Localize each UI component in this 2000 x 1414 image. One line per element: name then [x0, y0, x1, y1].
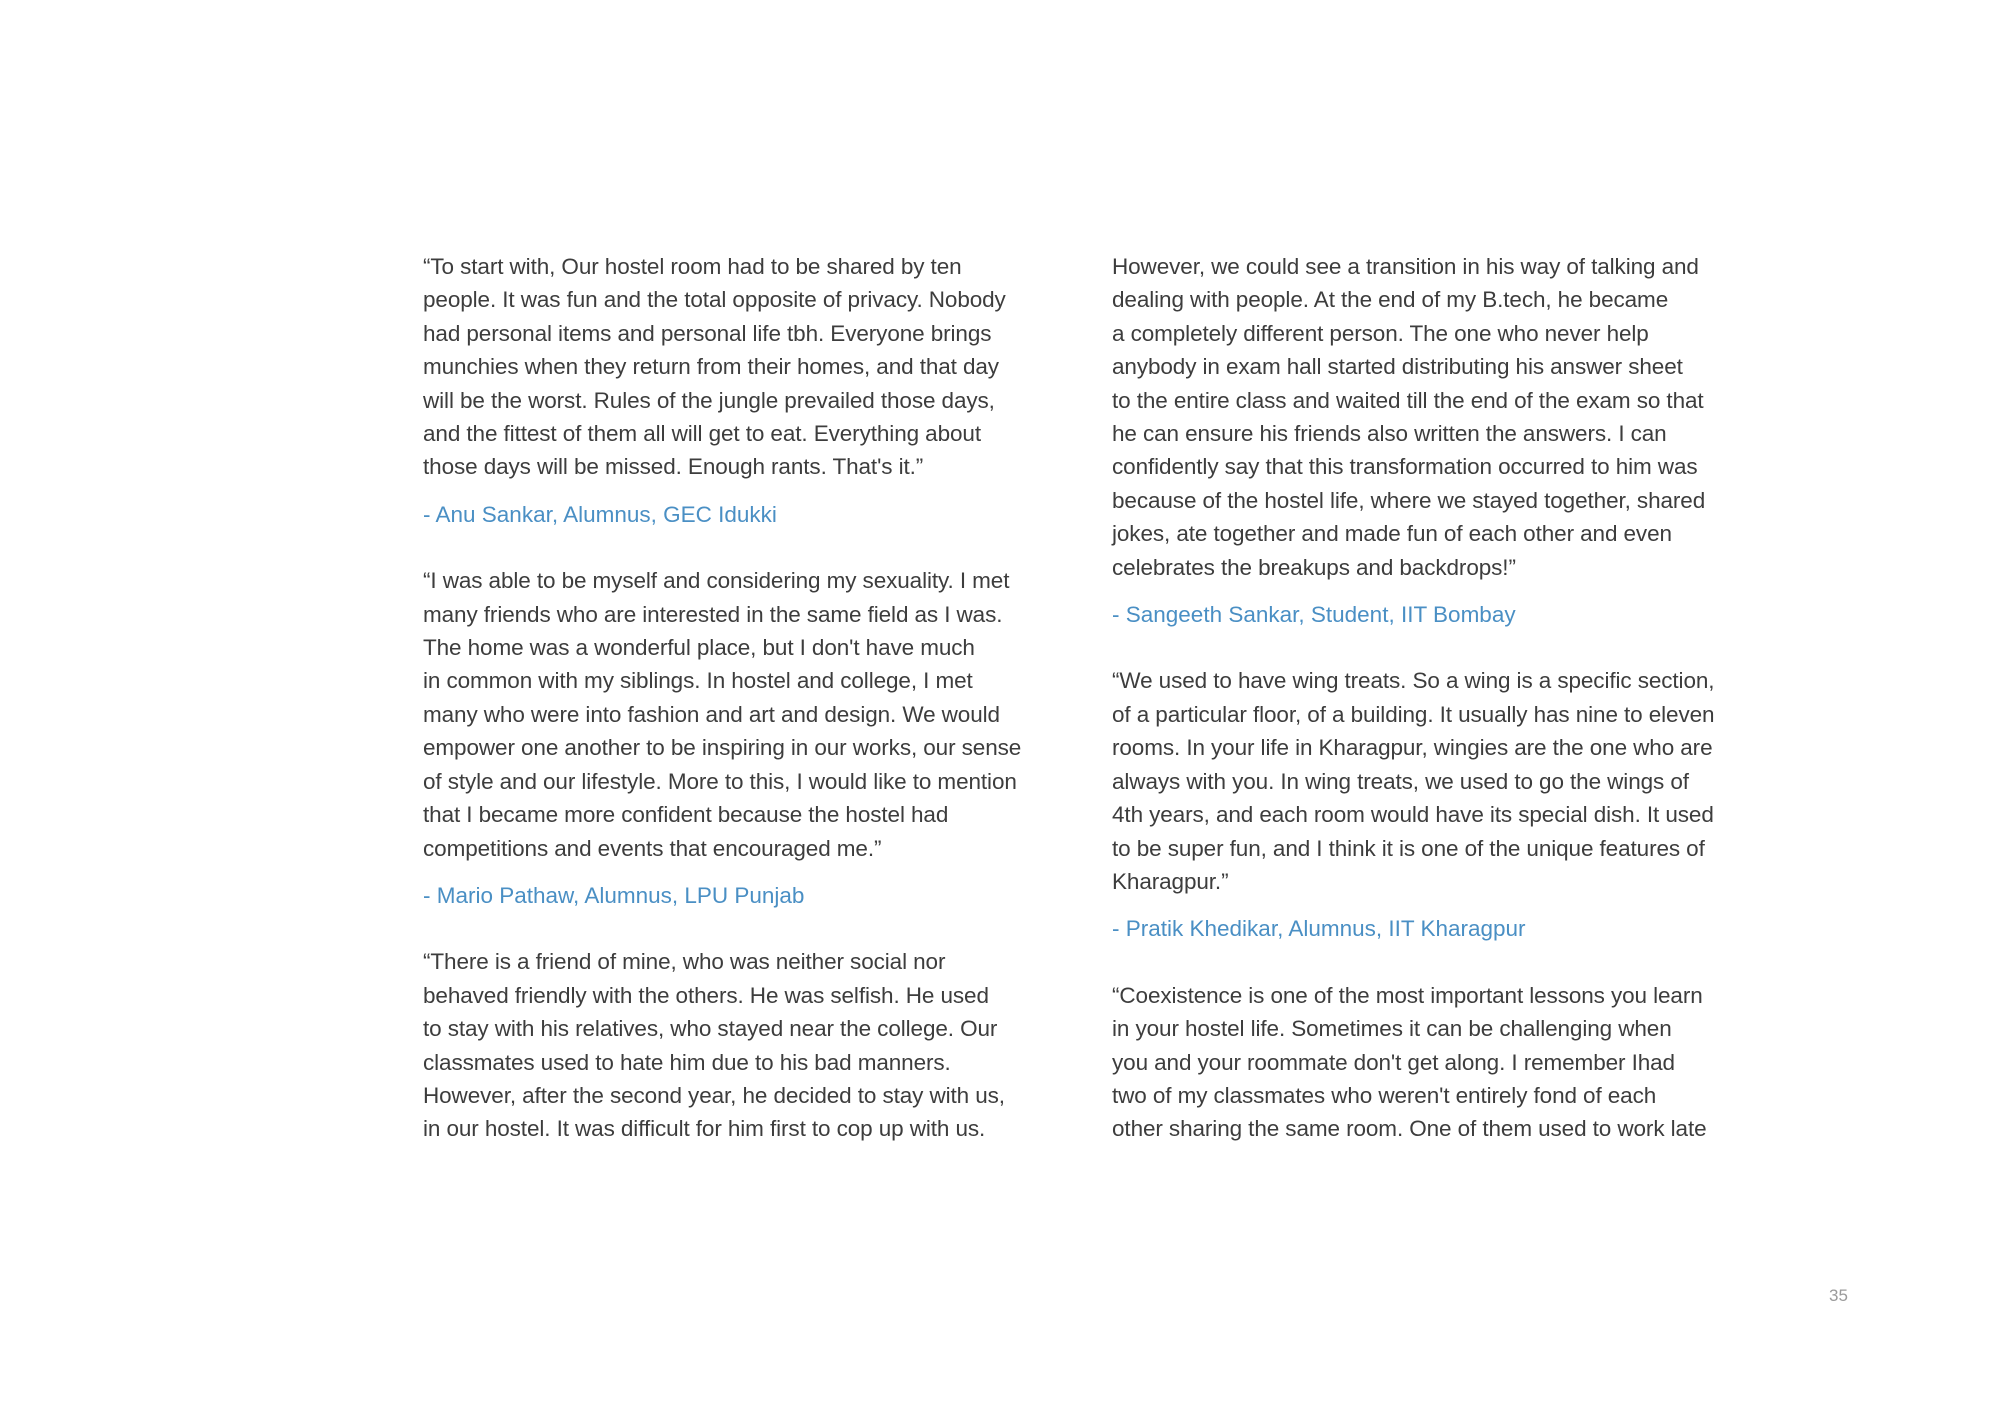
testimonial-continued: [423, 945, 1083, 1145]
quote-line: those days will be missed. Enough rants. That's it.”: [423, 454, 924, 480]
quote-line: anybody in exam hall started distributing his answer sheet: [1112, 354, 1683, 380]
left-column: [423, 250, 1083, 1179]
quote-line: people. It was fun and the total opposite of privacy. Nobody: [423, 287, 1006, 313]
testimonial-coexistence: [1112, 979, 1772, 1146]
quote-text: [1112, 250, 1772, 584]
quote-line: to be super fun, and I think it is one of the unique features of: [1112, 835, 1705, 861]
quote-line: “To start with, Our hostel room had to be shared by ten: [423, 254, 962, 279]
quote-line: he can ensure his friends also written the answers. I can: [1112, 421, 1667, 447]
quote-line: The home was a wonderful place, but I don't have much: [423, 635, 975, 661]
quote-text: [423, 564, 1083, 865]
quote-line: because of the hostel life, where we stayed together, shared: [1112, 487, 1706, 513]
quote-line: empower one another to be inspiring in our works, our sense: [423, 735, 1022, 761]
right-column: [1112, 250, 1772, 1179]
quote-line: many friends who are interested in the same field as I was.: [423, 601, 1003, 627]
quote-line: a completely different person. The one who never help: [1112, 320, 1649, 346]
quote-line: “I was able to be myself and considering my sexuality. I met: [423, 568, 1010, 594]
quote-line: celebrates the breakups and backdrops!”: [1112, 554, 1516, 580]
quote-line: “There is a friend of mine, who was neither social nor: [423, 949, 946, 975]
quote-line: of style and our lifestyle. More to this, I would like to mention: [423, 768, 1017, 794]
quote-line: rooms. In your life in Kharagpur, wingies are the one who are: [1112, 735, 1713, 761]
testimonial-sangeeth-sankar: [1112, 250, 1772, 631]
quote-line: and the fittest of them all will get to eat. Everything about: [423, 421, 981, 447]
quote-line: 4th years, and each room would have its special dish. It used: [1112, 802, 1714, 828]
quote-line: “We used to have wing treats. So a wing is a specific section,: [1112, 668, 1715, 694]
quote-line: dealing with people. At the end of my B.tech, he became: [1112, 287, 1669, 313]
quote-line: that I became more confident because the hostel had: [423, 802, 949, 828]
quote-line: two of my classmates who weren't entirely fond of each: [1112, 1082, 1657, 1108]
attribution: - Sangeeth Sankar, Student, IIT Bombay: [1112, 602, 1516, 628]
quote-line: had personal items and personal life tbh. Everyone brings: [423, 320, 992, 346]
quote-line: other sharing the same room. One of them used to work late: [1112, 1116, 1707, 1142]
quote-line: you and your roommate don't get along. I remember Ihad: [1112, 1049, 1675, 1075]
quote-line: classmates used to hate him due to his bad manners.: [423, 1049, 951, 1075]
quote-line: However, after the second year, he decided to stay with us,: [423, 1082, 1005, 1108]
quote-line: jokes, ate together and made fun of each other and even: [1112, 521, 1672, 547]
attribution: - Mario Pathaw, Alumnus, LPU Punjab: [423, 882, 805, 908]
quote-line: to stay with his relatives, who stayed near the college. Our: [423, 1016, 998, 1042]
quote-line: “Coexistence is one of the most important lessons you learn: [1112, 982, 1703, 1008]
quote-line: in your hostel life. Sometimes it can be challenging when: [1112, 1016, 1672, 1042]
quote-line: many who were into fashion and art and design. We would: [423, 701, 1000, 727]
quote-line: munchies when they return from their homes, and that day: [423, 354, 999, 380]
quote-line: always with you. In wing treats, we used to go the wings of: [1112, 768, 1689, 794]
quote-line: in our hostel. It was difficult for him first to cop up with us.: [423, 1116, 986, 1142]
quote-line: will be the worst. Rules of the jungle prevailed those days,: [423, 387, 995, 413]
quote-line: of a particular floor, of a building. It usually has nine to eleven: [1112, 701, 1715, 727]
quote-line: in common with my siblings. In hostel and college, I met: [423, 668, 973, 694]
testimonial-anu-sankar: [423, 250, 1083, 531]
quote-line: competitions and events that encouraged me.”: [423, 835, 882, 861]
quote-line: Kharagpur.”: [1112, 868, 1229, 894]
page-number: 35: [1829, 1286, 1848, 1305]
quote-text: [423, 945, 1083, 1145]
attribution: - Pratik Khedikar, Alumnus, IIT Kharagpur: [1112, 916, 1526, 942]
quote-text: [1112, 979, 1772, 1146]
quote-line: behaved friendly with the others. He was selfish. He used: [423, 982, 989, 1008]
quote-line: confidently say that this transformation occurred to him was: [1112, 454, 1698, 480]
quote-text: [423, 250, 1083, 484]
quote-text: [1112, 664, 1772, 898]
attribution: - Anu Sankar, Alumnus, GEC Idukki: [423, 501, 777, 527]
testimonial-pratik-khedikar: [1112, 664, 1772, 945]
quote-line: However, we could see a transition in his way of talking and: [1112, 254, 1699, 279]
testimonial-mario-pathaw: [423, 564, 1083, 912]
quote-line: to the entire class and waited till the end of the exam so that: [1112, 387, 1704, 413]
